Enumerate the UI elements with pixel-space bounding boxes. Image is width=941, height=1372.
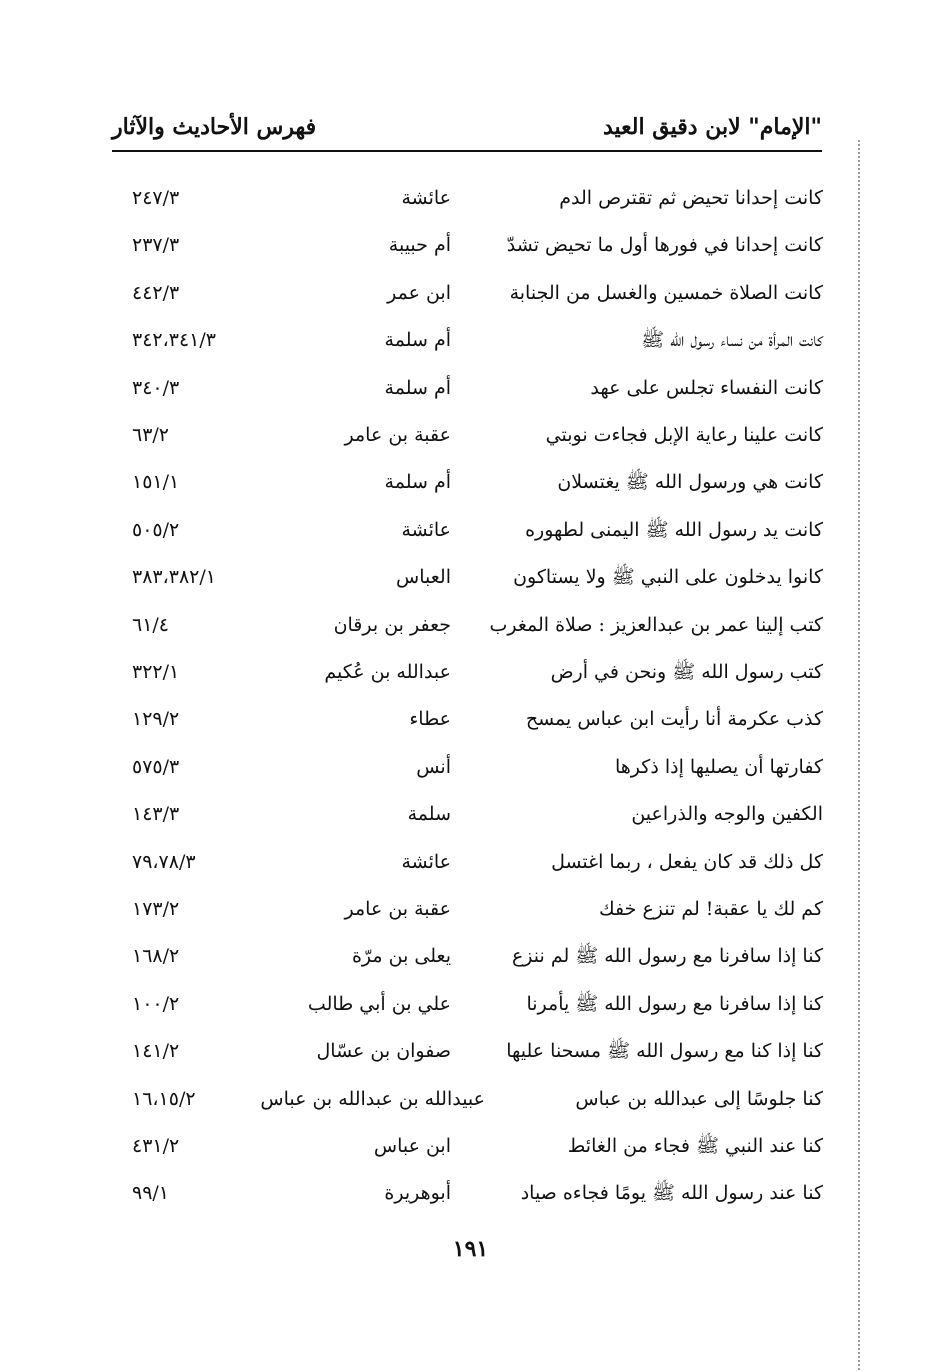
- volume-page-reference: ٤٣١/٢: [132, 1135, 180, 1157]
- narrator: جعفر بن برقان: [333, 613, 451, 636]
- list-item: [0, 607, 941, 647]
- narrator: ابن عمر: [387, 281, 451, 304]
- narrator: أبوهريرة: [384, 1182, 451, 1205]
- narrator: العباس: [396, 566, 451, 589]
- list-item: [0, 1175, 941, 1215]
- hadith-text: كانت النفساء تجلس على عهد: [590, 376, 823, 399]
- volume-page-reference: ٣٤٠/٣: [132, 376, 180, 399]
- page-number: ١٩١: [452, 1236, 489, 1262]
- volume-page-reference: ٣٢٢/١: [132, 661, 180, 683]
- hadith-text: كم لك يا عقبة! لم تنزع خفك: [599, 898, 823, 920]
- hadith-text: كانت علينا رعاية الإبل فجاءت نوبتي: [545, 424, 823, 446]
- list-item: [0, 844, 941, 884]
- volume-page-reference: ٤٤٢/٣: [132, 281, 180, 304]
- list-item: [0, 322, 941, 362]
- hadith-text: كانت هي ورسول الله ﷺ يغتسلان: [557, 471, 823, 494]
- volume-page-reference: ٦١/٤: [132, 613, 170, 636]
- narrator: يعلى بن مرّة: [351, 945, 451, 968]
- list-item: [0, 559, 941, 599]
- narrator: أم سلمة: [384, 471, 451, 494]
- narrator: أم سلمة: [384, 329, 451, 352]
- volume-page-reference: ٧٩،٧٨/٣: [132, 850, 196, 873]
- hadith-text: كتب إلينا عمر بن عبدالعزيز : صلاة المغرب: [489, 613, 823, 636]
- narrator: أم سلمة: [384, 376, 451, 399]
- list-item: [0, 749, 941, 789]
- book-title: "الإمام" لابن دقيق العيد: [602, 114, 822, 140]
- volume-page-reference: ٣٤٢،٣٤١/٣: [132, 329, 216, 352]
- narrator: أنس: [416, 755, 451, 778]
- hadith-text: كل ذلك قد كان يفعل ، ربما اغتسل: [551, 850, 823, 873]
- narrator: عقبة بن عامر: [344, 424, 451, 446]
- list-item: [0, 370, 941, 410]
- hadith-text: كتب رسول الله ﷺ ونحن في أرض: [550, 661, 823, 683]
- narrator: عطاء: [409, 708, 451, 731]
- list-item: [0, 464, 941, 504]
- hadith-text: كنا عند النبي ﷺ فجاء من الغائط: [567, 1135, 823, 1157]
- list-item: [0, 891, 941, 931]
- list-item: [0, 796, 941, 836]
- narrator: ابن عباس: [373, 1135, 451, 1157]
- list-item: [0, 938, 941, 978]
- volume-page-reference: ٥٧٥/٣: [132, 755, 180, 778]
- hadith-text: كفارتها أن يصليها إذا ذكرها: [615, 755, 823, 778]
- narrator: عبيدالله بن عبدالله بن عباس: [260, 1087, 485, 1110]
- narrator: عبدالله بن عُكيم: [324, 661, 451, 683]
- narrator: عائشة: [401, 187, 451, 209]
- list-item: [0, 701, 941, 741]
- volume-page-reference: ١٦،١٥/٢: [132, 1087, 196, 1110]
- volume-page-reference: ١٤١/٢: [132, 1040, 180, 1063]
- volume-page-reference: ١٦٨/٢: [132, 945, 180, 968]
- list-item: [0, 275, 941, 315]
- list-item: [0, 227, 941, 267]
- hadith-text: كانت الصلاة خمسين والغسل من الجنابة: [509, 281, 823, 304]
- volume-page-reference: ١٤٣/٣: [132, 803, 180, 826]
- volume-page-reference: ١٢٩/٢: [132, 708, 180, 731]
- hadith-text: كنا إذا كنا مع رسول الله ﷺ مسحنا عليها: [506, 1040, 823, 1063]
- hadith-text: كانت يد رسول الله ﷺ اليمنى لطهوره: [525, 518, 823, 541]
- list-item: [0, 986, 941, 1026]
- list-item: [0, 1081, 941, 1121]
- volume-page-reference: ٥٠٥/٢: [132, 518, 180, 541]
- narrator: علي بن أبي طالب: [307, 992, 451, 1015]
- hadith-text: كانت إحدانا في فورها أول ما تحيض تشدّ: [506, 234, 823, 257]
- narrator: سلمة: [407, 803, 451, 826]
- volume-page-reference: ٦٣/٢: [132, 424, 170, 446]
- volume-page-reference: ١٧٣/٢: [132, 898, 180, 920]
- list-item: [0, 1033, 941, 1073]
- narrator: صفوان بن عسّال: [316, 1040, 451, 1063]
- narrator: عائشة: [401, 850, 451, 873]
- volume-page-reference: ١٠٠/٢: [132, 992, 180, 1015]
- volume-page-reference: ٩٩/١: [132, 1182, 170, 1205]
- hadith-text: كانت إحدانا تحيض ثم تقترص الدم: [559, 187, 823, 209]
- section-title: فهرس الأحاديث والآثار: [112, 114, 317, 140]
- hadith-text: كانوا يدخلون على النبي ﷺ ولا يستاكون: [513, 566, 823, 589]
- hadith-text: الكفين والوجه والذراعين: [631, 803, 823, 826]
- volume-page-reference: ٢٤٧/٣: [132, 187, 180, 209]
- hadith-text: كنا جلوسًا إلى عبدالله بن عباس: [575, 1087, 823, 1110]
- list-item: [0, 180, 941, 220]
- volume-page-reference: ١٥١/١: [132, 471, 180, 494]
- list-item: [0, 512, 941, 552]
- hadith-text: كنا إذا سافرنا مع رسول الله ﷺ يأمرنا: [526, 992, 823, 1015]
- hadith-text: كنا إذا سافرنا مع رسول الله ﷺ لم ننزع: [511, 945, 823, 968]
- hadith-text: كنا عند رسول الله ﷺ يومًا فجاءه صياد: [520, 1182, 823, 1205]
- narrator: عقبة بن عامر: [344, 898, 451, 920]
- volume-page-reference: ٢٣٧/٣: [132, 234, 180, 257]
- hadith-text: كذب عكرمة أنا رأيت ابن عباس يمسح: [525, 708, 823, 731]
- narrator: أم حبيبة: [388, 234, 451, 257]
- hadith-text: كانت المرأة من نساء رسول الله ﷺ: [641, 329, 823, 352]
- volume-page-reference: ٣٨٣،٣٨٢/١: [132, 566, 216, 589]
- list-item: [0, 1128, 941, 1168]
- list-item: [0, 417, 941, 457]
- list-item: [0, 654, 941, 694]
- narrator: عائشة: [401, 518, 451, 541]
